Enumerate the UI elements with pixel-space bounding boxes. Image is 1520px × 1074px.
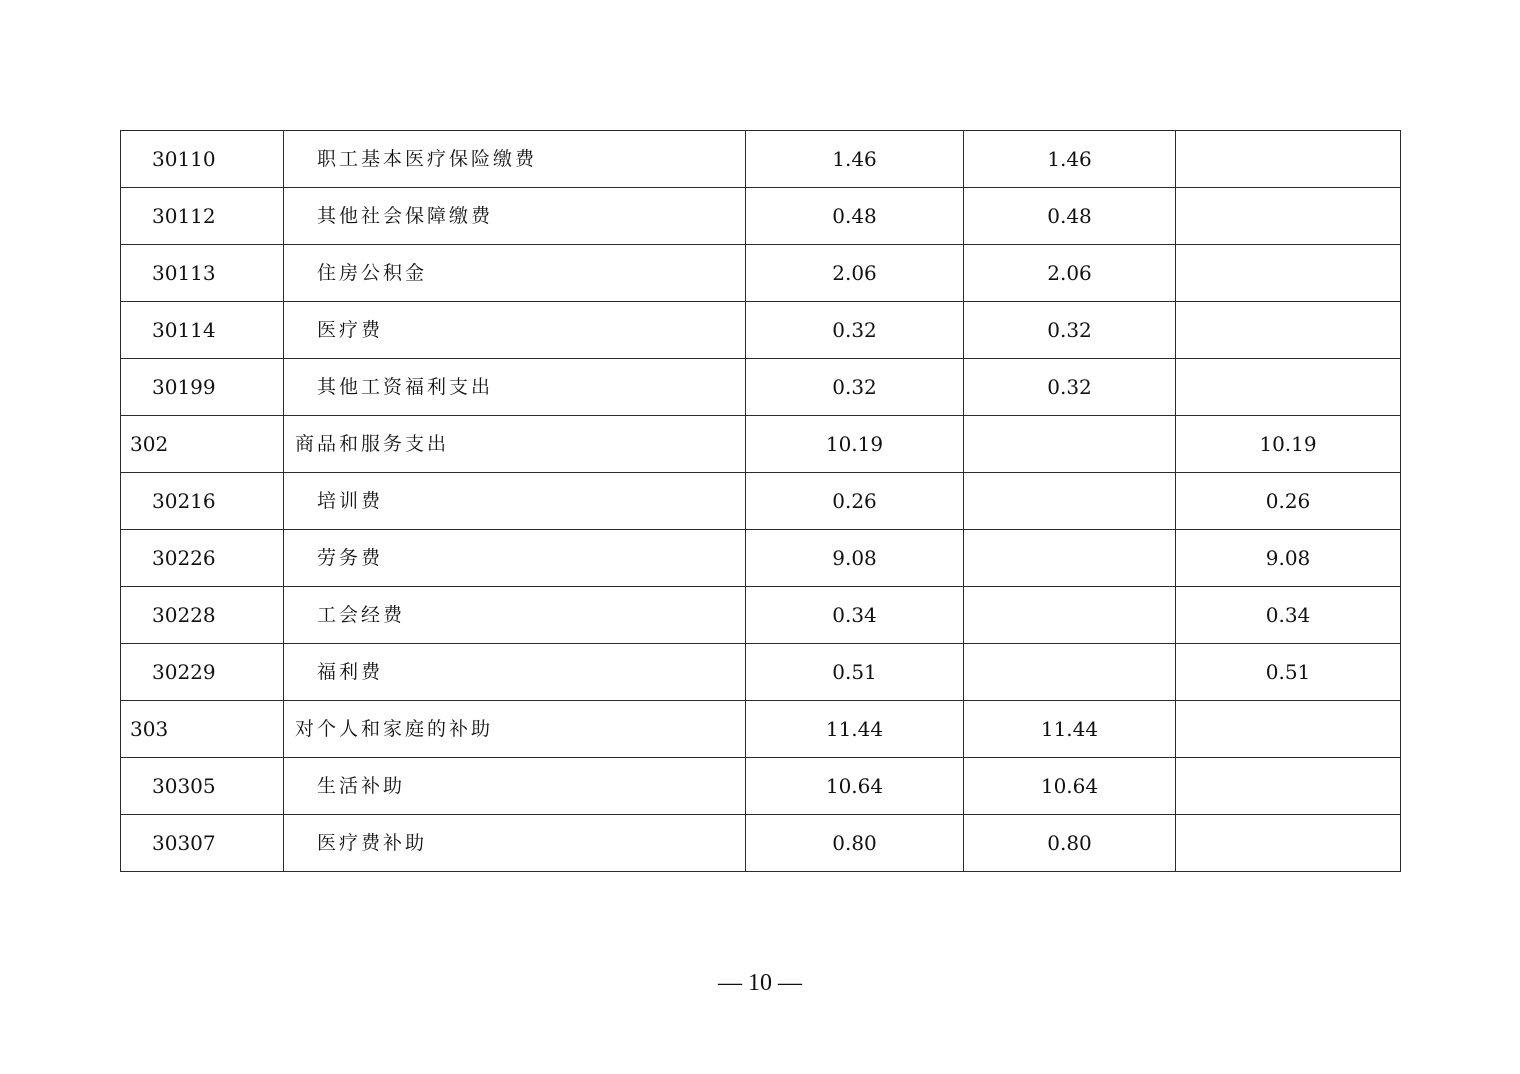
basic-expenditure-cell: 0.32: [964, 359, 1176, 416]
basic-expenditure-cell: [964, 416, 1176, 473]
subject-code-cell: 30112: [121, 188, 284, 245]
table-row: [121, 644, 1401, 701]
basic-expenditure-cell: [964, 644, 1176, 701]
subject-code-cell: 302: [121, 416, 284, 473]
table-row: [121, 473, 1401, 530]
project-expenditure-cell: 0.51: [1176, 644, 1401, 701]
subject-code-cell: 30199: [121, 359, 284, 416]
total-amount-cell: 10.19: [746, 416, 964, 473]
subject-code-cell: 30216: [121, 473, 284, 530]
total-amount-cell: 0.51: [746, 644, 964, 701]
subject-name-cell: 工会经费: [284, 587, 746, 644]
basic-expenditure-cell: 10.64: [964, 758, 1176, 815]
total-amount-cell: 0.80: [746, 815, 964, 872]
total-amount-cell: 11.44: [746, 701, 964, 758]
total-amount-cell: 2.06: [746, 245, 964, 302]
subject-code-cell: 30226: [121, 530, 284, 587]
basic-expenditure-cell: 0.32: [964, 302, 1176, 359]
basic-expenditure-cell: 11.44: [964, 701, 1176, 758]
subject-code-cell: 30228: [121, 587, 284, 644]
basic-expenditure-cell: 0.80: [964, 815, 1176, 872]
total-amount-cell: 0.32: [746, 359, 964, 416]
basic-expenditure-cell: [964, 587, 1176, 644]
basic-expenditure-cell: 2.06: [964, 245, 1176, 302]
subject-code-cell: 30305: [121, 758, 284, 815]
subject-name-cell: 对个人和家庭的补助: [284, 701, 746, 758]
subject-name-cell: 住房公积金: [284, 245, 746, 302]
project-expenditure-cell: [1176, 701, 1401, 758]
project-expenditure-cell: 9.08: [1176, 530, 1401, 587]
project-expenditure-cell: 0.26: [1176, 473, 1401, 530]
table-row: [121, 188, 1401, 245]
basic-expenditure-cell: 0.48: [964, 188, 1176, 245]
total-amount-cell: 0.48: [746, 188, 964, 245]
subject-code-cell: 30110: [121, 131, 284, 188]
basic-expenditure-cell: [964, 530, 1176, 587]
project-expenditure-cell: 10.19: [1176, 416, 1401, 473]
total-amount-cell: 0.34: [746, 587, 964, 644]
project-expenditure-cell: [1176, 131, 1401, 188]
total-amount-cell: 0.26: [746, 473, 964, 530]
subject-name-cell: 其他工资福利支出: [284, 359, 746, 416]
project-expenditure-cell: 0.34: [1176, 587, 1401, 644]
table-row: [121, 359, 1401, 416]
project-expenditure-cell: [1176, 758, 1401, 815]
project-expenditure-cell: [1176, 302, 1401, 359]
project-expenditure-cell: [1176, 815, 1401, 872]
total-amount-cell: 10.64: [746, 758, 964, 815]
basic-expenditure-cell: 1.46: [964, 131, 1176, 188]
table-row: [121, 530, 1401, 587]
table-row: [121, 245, 1401, 302]
total-amount-cell: 0.32: [746, 302, 964, 359]
budget-table: [120, 130, 1401, 872]
subject-code-cell: 30113: [121, 245, 284, 302]
basic-expenditure-cell: [964, 473, 1176, 530]
subject-name-cell: 其他社会保障缴费: [284, 188, 746, 245]
page-number: — 10 —: [718, 970, 802, 996]
project-expenditure-cell: [1176, 359, 1401, 416]
table-row: [121, 815, 1401, 872]
table-row: [121, 131, 1401, 188]
subject-code-cell: 30307: [121, 815, 284, 872]
table-row: [121, 701, 1401, 758]
project-expenditure-cell: [1176, 188, 1401, 245]
subject-name-cell: 医疗费: [284, 302, 746, 359]
subject-code-cell: 30114: [121, 302, 284, 359]
subject-name-cell: 福利费: [284, 644, 746, 701]
table-row: [121, 416, 1401, 473]
total-amount-cell: 1.46: [746, 131, 964, 188]
project-expenditure-cell: [1176, 245, 1401, 302]
subject-code-cell: 30229: [121, 644, 284, 701]
subject-name-cell: 培训费: [284, 473, 746, 530]
subject-name-cell: 生活补助: [284, 758, 746, 815]
subject-name-cell: 劳务费: [284, 530, 746, 587]
table-row: [121, 302, 1401, 359]
table-row: [121, 758, 1401, 815]
subject-name-cell: 商品和服务支出: [284, 416, 746, 473]
subject-name-cell: 医疗费补助: [284, 815, 746, 872]
table-body: [121, 131, 1401, 872]
subject-name-cell: 职工基本医疗保险缴费: [284, 131, 746, 188]
subject-code-cell: 303: [121, 701, 284, 758]
total-amount-cell: 9.08: [746, 530, 964, 587]
table-row: [121, 587, 1401, 644]
